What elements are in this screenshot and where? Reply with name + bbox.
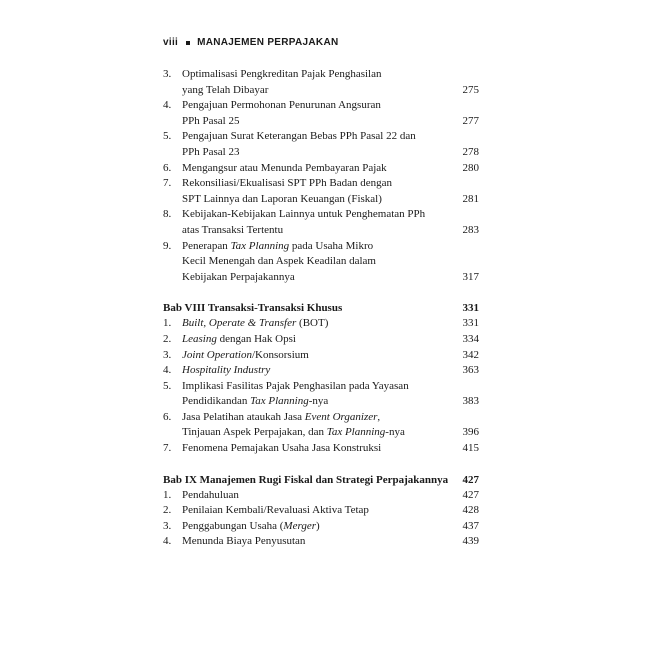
toc-entry-line[interactable] xyxy=(163,441,479,457)
entry-number: 3. xyxy=(163,348,172,361)
entry-title xyxy=(182,316,453,332)
chapter-title: Bab IX Manajemen Rugi Fiskal dan Strategi Perpajakannya xyxy=(163,473,449,486)
entry-number: 7. xyxy=(163,177,172,190)
entry-text-segment: Tax Planning xyxy=(230,239,290,252)
entry-page-number: 280 xyxy=(462,161,479,174)
toc-entry-line[interactable] xyxy=(163,207,479,223)
toc-entry-line[interactable] xyxy=(163,519,479,535)
running-header xyxy=(163,37,339,48)
entry-text-segment: Kebijakan Perpajakannya xyxy=(182,270,295,283)
entry-title xyxy=(182,534,453,550)
entry-title: Kebijakan-Kebijakan Lainnya untuk Penghematan PPh xyxy=(182,208,426,221)
entry-title: Pengajuan Surat Keterangan Bebas PPh Pasal 22 dan xyxy=(182,130,416,143)
toc-entry-line[interactable] xyxy=(163,379,479,395)
entry-title xyxy=(182,270,453,286)
toc-entry-line[interactable] xyxy=(163,332,479,348)
entry-number: 2. xyxy=(163,504,172,517)
entry-text-segment: Merger xyxy=(283,519,317,532)
entry-text-segment: Penilaian Kembali/Revaluasi Aktiva Tetap xyxy=(182,504,369,517)
toc-entry-line[interactable] xyxy=(163,348,479,364)
chapter-page-number: 331 xyxy=(462,302,479,315)
toc-entry-line[interactable] xyxy=(163,270,479,286)
entry-page-number: 275 xyxy=(462,83,479,96)
entry-text-segment: ) xyxy=(316,519,320,532)
entry-page-number: 439 xyxy=(462,535,479,548)
entry-text-segment: Pendidikandan xyxy=(182,395,251,408)
toc-entry-line[interactable] xyxy=(163,534,479,550)
entry-text-segment: -nya xyxy=(308,395,329,408)
entry-number: 6. xyxy=(163,410,172,423)
entry-page-number: 334 xyxy=(462,332,479,345)
toc-entry-line[interactable] xyxy=(163,425,479,441)
toc-entry-line[interactable] xyxy=(163,83,479,99)
entry-number: 9. xyxy=(163,239,172,252)
toc-entry-line[interactable] xyxy=(163,176,479,192)
entry-text-segment: Penerapan xyxy=(182,239,231,252)
toc-entry-line[interactable] xyxy=(163,223,479,239)
entry-text-segment: dengan Hak Opsi xyxy=(216,332,296,345)
toc-entry-line[interactable] xyxy=(163,129,479,145)
entry-title xyxy=(182,410,453,426)
entry-page-number: 278 xyxy=(462,145,479,158)
entry-text-segment: Tax Planning xyxy=(326,426,386,439)
entry-title: yang Telah Dibayar xyxy=(182,83,269,96)
entry-title: Implikasi Fasilitas Pajak Penghasilan pada Yayasan xyxy=(182,379,409,392)
book-title: MANAJEMEN PERPAJAKAN xyxy=(197,37,339,48)
entry-title: PPh Pasal 25 xyxy=(182,114,240,127)
entry-page-number: 342 xyxy=(462,348,479,361)
entry-number: 6. xyxy=(163,161,172,174)
toc-entry-line[interactable] xyxy=(163,410,479,426)
toc-entry-line[interactable] xyxy=(163,239,479,255)
entry-title xyxy=(182,519,453,535)
entry-page-number: 281 xyxy=(462,192,479,205)
table-of-contents xyxy=(163,67,479,550)
entry-number: 4. xyxy=(163,99,172,112)
entry-page-number: 396 xyxy=(462,426,479,439)
entry-title: PPh Pasal 23 xyxy=(182,145,240,158)
entry-text-segment: /Konsorsium xyxy=(251,348,309,361)
chapter-title: Bab VIII Transaksi-Transaksi Khusus xyxy=(163,302,343,315)
entry-title: Rekonsiliasi/Ekualisasi SPT PPh Badan dengan xyxy=(182,177,393,190)
chapter-heading[interactable] xyxy=(163,473,479,488)
entry-text-segment: Hospitality Industry xyxy=(182,364,271,377)
entry-page-number: 363 xyxy=(462,364,479,377)
entry-title xyxy=(182,239,453,255)
chapter-heading[interactable] xyxy=(163,301,479,316)
entry-number: 3. xyxy=(163,519,172,532)
entry-number: 4. xyxy=(163,364,172,377)
entry-page-number: 383 xyxy=(462,395,479,408)
toc-entry-line[interactable] xyxy=(163,254,479,270)
toc-entry-line[interactable] xyxy=(163,98,479,114)
section-gap xyxy=(163,457,479,473)
entry-title xyxy=(182,441,453,457)
entry-text-segment: Tax Planning xyxy=(250,395,309,408)
entry-title xyxy=(182,488,453,504)
entry-page-number: 331 xyxy=(462,317,479,330)
entry-page-number: 427 xyxy=(462,488,479,501)
toc-entry-line[interactable] xyxy=(163,192,479,208)
entry-text-segment: Jasa Pelatihan ataukah Jasa xyxy=(182,410,305,423)
toc-entry-line[interactable] xyxy=(163,488,479,504)
entry-title xyxy=(182,363,453,379)
entry-number: 1. xyxy=(163,317,172,330)
entry-page-number: 428 xyxy=(462,504,479,517)
entry-text-segment: (BOT) xyxy=(296,317,329,330)
entry-title xyxy=(182,332,453,348)
entry-number: 1. xyxy=(163,488,172,501)
entry-number: 8. xyxy=(163,208,172,221)
entry-text-segment: pada Usaha Mikro xyxy=(289,239,374,252)
entry-text-segment: Tinjauan Aspek Perpajakan, dan xyxy=(182,426,327,439)
toc-entry-line[interactable] xyxy=(163,161,479,177)
entry-text-segment: Pendahuluan xyxy=(182,488,239,501)
entry-number: 3. xyxy=(163,68,172,80)
bullet-separator-icon xyxy=(186,41,190,45)
entry-title xyxy=(182,503,453,519)
entry-number: 5. xyxy=(163,379,172,392)
entry-title: atas Transaksi Tertentu xyxy=(182,223,284,236)
toc-entry-line[interactable] xyxy=(163,67,479,83)
toc-entry-line[interactable] xyxy=(163,145,479,161)
entry-text-segment: -nya xyxy=(385,426,405,439)
entry-text-segment: Event Organizer xyxy=(304,410,378,423)
entry-text-segment: Menunda Biaya Penyusutan xyxy=(182,535,306,548)
entry-title: Optimalisasi Pengkreditan Pajak Penghasilan xyxy=(182,68,382,80)
entry-text-segment: Penggabungan Usaha ( xyxy=(182,519,284,532)
page-number-label: viii xyxy=(163,37,179,48)
entry-title: Mengangsur atau Menunda Pembayaran Pajak xyxy=(182,161,387,174)
toc-entry-line[interactable] xyxy=(163,316,479,332)
entry-text-segment: , xyxy=(377,410,381,423)
toc-entry-line[interactable] xyxy=(163,503,479,519)
entry-page-number: 415 xyxy=(462,442,479,455)
entry-text-segment: Fenomena Pemajakan Usaha Jasa Konstruksi xyxy=(182,442,382,455)
entry-page-number: 317 xyxy=(462,270,479,283)
entry-title xyxy=(182,348,453,364)
entry-title xyxy=(182,254,453,270)
toc-entry-line[interactable] xyxy=(163,394,479,410)
toc-entry-line[interactable] xyxy=(163,114,479,130)
entry-text-segment: Leasing xyxy=(182,332,217,345)
entry-text-segment: Kecil Menengah dan Aspek Keadilan dalam xyxy=(182,255,376,268)
toc-entry-line[interactable] xyxy=(163,363,479,379)
entry-number: 7. xyxy=(163,442,172,455)
entry-title: Pengajuan Permohonan Penurunan Angsuran xyxy=(182,99,381,112)
entry-page-number: 277 xyxy=(462,114,479,127)
entry-page-number: 437 xyxy=(462,519,479,532)
entry-page-number: 283 xyxy=(462,223,479,236)
entry-title: SPT Lainnya dan Laporan Keuangan (Fiskal) xyxy=(182,192,382,205)
entry-text-segment: Joint Operation xyxy=(182,348,252,361)
entry-title xyxy=(182,425,453,441)
entry-number: 4. xyxy=(163,535,172,548)
entry-text-segment: Built, Operate & Transfer xyxy=(182,317,297,330)
entry-number: 5. xyxy=(163,130,172,143)
section-gap xyxy=(163,285,479,301)
entry-number: 2. xyxy=(163,332,172,345)
chapter-page-number: 427 xyxy=(462,473,479,486)
entry-title xyxy=(182,394,453,410)
